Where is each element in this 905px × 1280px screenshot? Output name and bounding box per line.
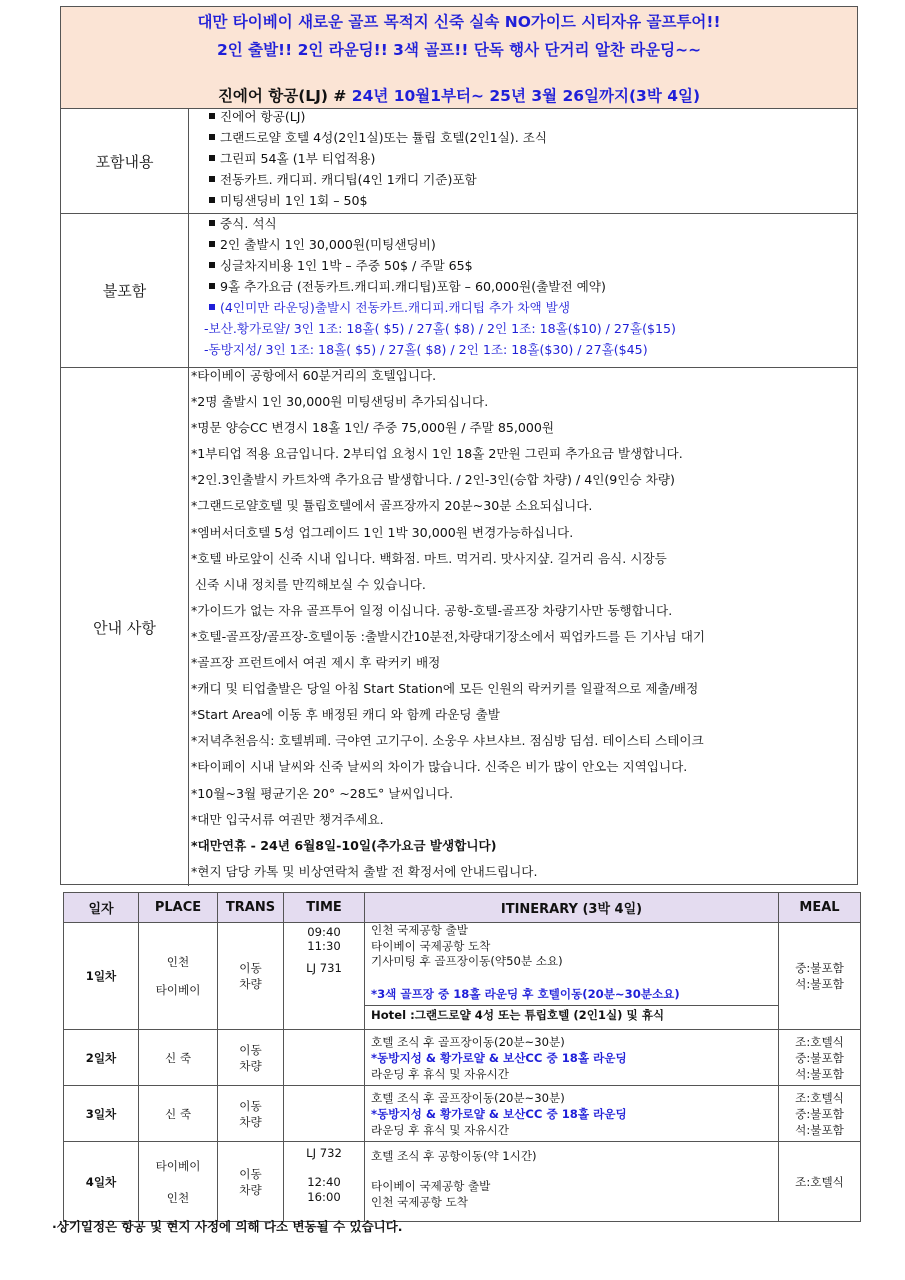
note-line: *호텔-골프장/골프장-호텔이동 :출발시간10분전,차량대기장소에서 픽업카드를 든 기사님 대기 — [191, 628, 706, 644]
day-cell: 3일차 — [64, 1086, 139, 1142]
note-line: *Start Area에 이동 후 배정된 캐디 와 함께 라운딩 출발 — [191, 707, 500, 723]
excluded-label: 불포함 — [61, 214, 189, 367]
surcharge-line: -동방지성/ 3인 1조: 18홀( $5) / 27홀( $8) / 2인 1조: 18홀($30) / 27홀($45) — [204, 342, 648, 357]
list-item: 9홀 추가요금 (전동카트.캐디피.캐디팁)포함 – 60,000원(출발전 예약) — [209, 276, 853, 297]
place-cell: 신 죽 — [139, 1030, 218, 1086]
col-header-trans: TRANS — [218, 893, 284, 923]
list-item: 중식. 석식 — [209, 213, 853, 234]
meal-cell: 중:불포함 석:불포함 — [779, 923, 861, 1030]
table-row — [64, 1142, 861, 1222]
itinerary-cell: 호텔 조식 후 골프장이동(20분~30분) *동방지성 & 황가로얄 & 보산CC 중 18홀 라운딩 라운딩 후 휴식 및 자유시간 — [365, 1030, 779, 1086]
list-item: 그랜드로얄 호텔 4성(2인1실)또는 튤립 호텔(2인1실). 조식 — [209, 127, 853, 148]
list-item: 그린피 54홀 (1부 티업적용) — [209, 148, 853, 169]
airline-label: 진에어 항공(LJ) # — [217, 87, 352, 105]
note-line: *타이페이 시내 날씨와 신죽 날씨의 차이가 많습니다. 신죽은 비가 많이 안오는 지역입니다. — [191, 759, 688, 775]
included-row — [61, 109, 857, 213]
list-item: 전동카트. 캐디피. 캐디팁(4인 1캐디 기준)포함 — [209, 169, 853, 190]
table-row — [64, 1086, 861, 1142]
note-line: *그랜드로얄호텔 및 튤립호텔에서 골프장까지 20분~30분 소요되십니다. — [191, 498, 593, 514]
list-item: 진에어 항공(LJ) — [209, 106, 853, 127]
note-line: *캐디 및 티업출발은 당일 아침 Start Station에 모든 인원의 락커키를 일괄적으로 제출/배정 — [191, 681, 699, 697]
included-label: 포함내용 — [61, 109, 189, 213]
meal-cell: 조:호텔식 — [779, 1142, 861, 1222]
hotel-text: Hotel :그랜드로얄 4성 또는 튜립호텔 (2인1실) 및 휴식 — [365, 1005, 778, 1026]
excluded-row — [61, 213, 857, 367]
time-cell — [284, 1030, 365, 1086]
note-line: 신죽 시내 정치를 만끽해보실 수 있습니다. — [191, 576, 426, 592]
note-line: *타이베이 공항에서 60분거리의 호텔입니다. — [191, 368, 437, 383]
note-line: *저녁추천음식: 호텔뷔페. 극야연 고기구이. 소웅우 샤브샤브. 점심방 딤섬. 테이스티 스테이크 — [191, 733, 704, 749]
excluded-list — [204, 213, 853, 360]
time-cell: 09:40 11:30 LJ 731 — [284, 923, 365, 1030]
day-cell: 2일차 — [64, 1030, 139, 1086]
meal-cell: 조:호텔식 중:불포함 석:불포함 — [779, 1086, 861, 1142]
note-line: *2인.3인출발시 카트차액 추가요금 발생합니다. / 2인-3인(승합 차량) / 4인(9인승 차량) — [191, 472, 675, 488]
highlight-text: *3색 골프장 중 18홀 라운딩 후 호텔이동(20분~30분소요) — [371, 986, 680, 1001]
trans-cell: 이동 차량 — [218, 923, 284, 1030]
note-line-holiday: *대만연휴 - 24년 6월8일-10일(추가요금 발생합니다) — [191, 837, 497, 853]
col-header-time: TIME — [284, 893, 365, 923]
note-line: *명문 양승CC 변경시 18홀 1인/ 주중 75,000원 / 주말 85,000원 — [191, 420, 555, 436]
tour-subtitle: 2인 출발!! 2인 라운딩!! 3색 골프!! 단독 행사 단거리 알찬 라운딩~~ — [216, 41, 702, 59]
note-line: *10월~3월 평균기온 20° ~28도° 날씨입니다. — [191, 785, 454, 801]
list-item: 2인 출발시 1인 30,000원(미팅샌딩비) — [209, 234, 853, 255]
col-header-itinerary: ITINERARY (3박 4일) — [365, 893, 779, 923]
note-line: *골프장 프런트에서 여권 제시 후 락커키 배정 — [191, 655, 441, 671]
period-label: 24년 10월1부터~ 25년 3월 26일까지(3박 4일) — [351, 87, 701, 105]
trans-cell: 이동 차량 — [218, 1030, 284, 1086]
tour-period — [61, 84, 857, 106]
trans-cell: 이동 차량 — [218, 1142, 284, 1222]
col-header-day: 일자 — [64, 893, 139, 923]
meal-cell: 조:호텔식 중:불포함 석:불포함 — [779, 1030, 861, 1086]
note-line: *대만 입국서류 여권만 챙겨주세요. — [191, 811, 384, 827]
tour-title: 대만 타이베이 새로운 골프 목적지 신죽 실속 NO가이드 시티자유 골프투어!! — [197, 13, 721, 31]
highlight-text: *동방지성 & 황가로얄 & 보산CC 중 18홀 라운딩 — [371, 1050, 627, 1065]
itinerary-cell: 호텔 조식 후 골프장이동(20분~30분) *동방지성 & 황가로얄 & 보산CC 중 18홀 라운딩 라운딩 후 휴식 및 자유시간 — [365, 1086, 779, 1142]
note-line: *호텔 바로앞이 신죽 시내 입니다. 백화점. 마트. 먹거리. 맛사지샾. 길거리 음식. 시장등 — [191, 550, 667, 566]
note-line: *2명 출발시 1인 30,000원 미팅샌딩비 추가되십니다. — [191, 394, 489, 410]
list-item: 싱글차지비용 1인 1박 – 주중 50$ / 주말 65$ — [209, 255, 853, 276]
note-line: *현지 담당 카톡 및 비상연락처 출발 전 확정서에 안내드립니다. — [191, 863, 538, 879]
itinerary-table — [63, 892, 861, 1222]
info-table — [60, 108, 858, 885]
header-banner — [60, 6, 858, 109]
note-line: *가이드가 없는 자유 골프투어 일정 이십니다. 공항-호텔-골프장 차량기사만 동행합니다. — [191, 602, 673, 618]
time-cell — [284, 1086, 365, 1142]
included-list — [209, 106, 853, 211]
day-cell: 1일차 — [64, 923, 139, 1030]
itinerary-cell: 인천 국제공항 출발 타이베이 국제공항 도착 기사미팅 후 골프장이동(약50분 소요) *3색 골프장 중 18홀 라운딩 후 호텔이동(20분~30분소요) Hotel :그랜드로얄 4성 또는 튜립호텔 (2인1실) 및 휴식 — [365, 923, 779, 1030]
time-cell: LJ 732 12:40 16:00 — [284, 1142, 365, 1222]
list-item-surcharge: (4인미만 라운딩)출발시 전동카트.캐디피.캐디팁 추가 차액 발생 — [209, 297, 853, 318]
note-line: *엠버서더호텔 5성 업그레이드 1인 1박 30,000원 변경가능하십니다. — [191, 524, 574, 540]
list-item: 미팅샌딩비 1인 1회 – 50$ — [209, 190, 853, 211]
trans-cell: 이동 차량 — [218, 1086, 284, 1142]
notes-row — [61, 367, 857, 886]
place-cell: 인천 타이베이 — [139, 923, 218, 1030]
note-line: *1부티업 적용 요금입니다. 2부티업 요청시 1인 18홀 2만원 그린피 추가요금 발생합니다. — [191, 446, 683, 462]
notes-label: 안내 사항 — [61, 368, 189, 886]
table-row — [64, 923, 861, 1030]
col-header-meal: MEAL — [779, 893, 861, 923]
day-cell: 4일차 — [64, 1142, 139, 1222]
table-row — [64, 1030, 861, 1086]
place-cell: 타이베이 인천 — [139, 1142, 218, 1222]
col-header-place: PLACE — [139, 893, 218, 923]
place-cell: 신 죽 — [139, 1086, 218, 1142]
itinerary-header-row — [64, 893, 861, 923]
itinerary-cell: 호텔 조식 후 공항이동(약 1시간) 타이베이 국제공항 출발 인천 국제공항 도착 — [365, 1142, 779, 1222]
notes-list — [188, 363, 853, 885]
surcharge-line: -보산.황가로얄/ 3인 1조: 18홀( $5) / 27홀( $8) / 2인 1조: 18홀($10) / 27홀($15) — [204, 321, 676, 336]
highlight-text: *동방지성 & 황가로얄 & 보산CC 중 18홀 라운딩 — [371, 1106, 627, 1121]
footer-note: ·상기일정은 항공 및 현지 사정에 의해 다소 변동될 수 있습니다. — [52, 1219, 403, 1234]
